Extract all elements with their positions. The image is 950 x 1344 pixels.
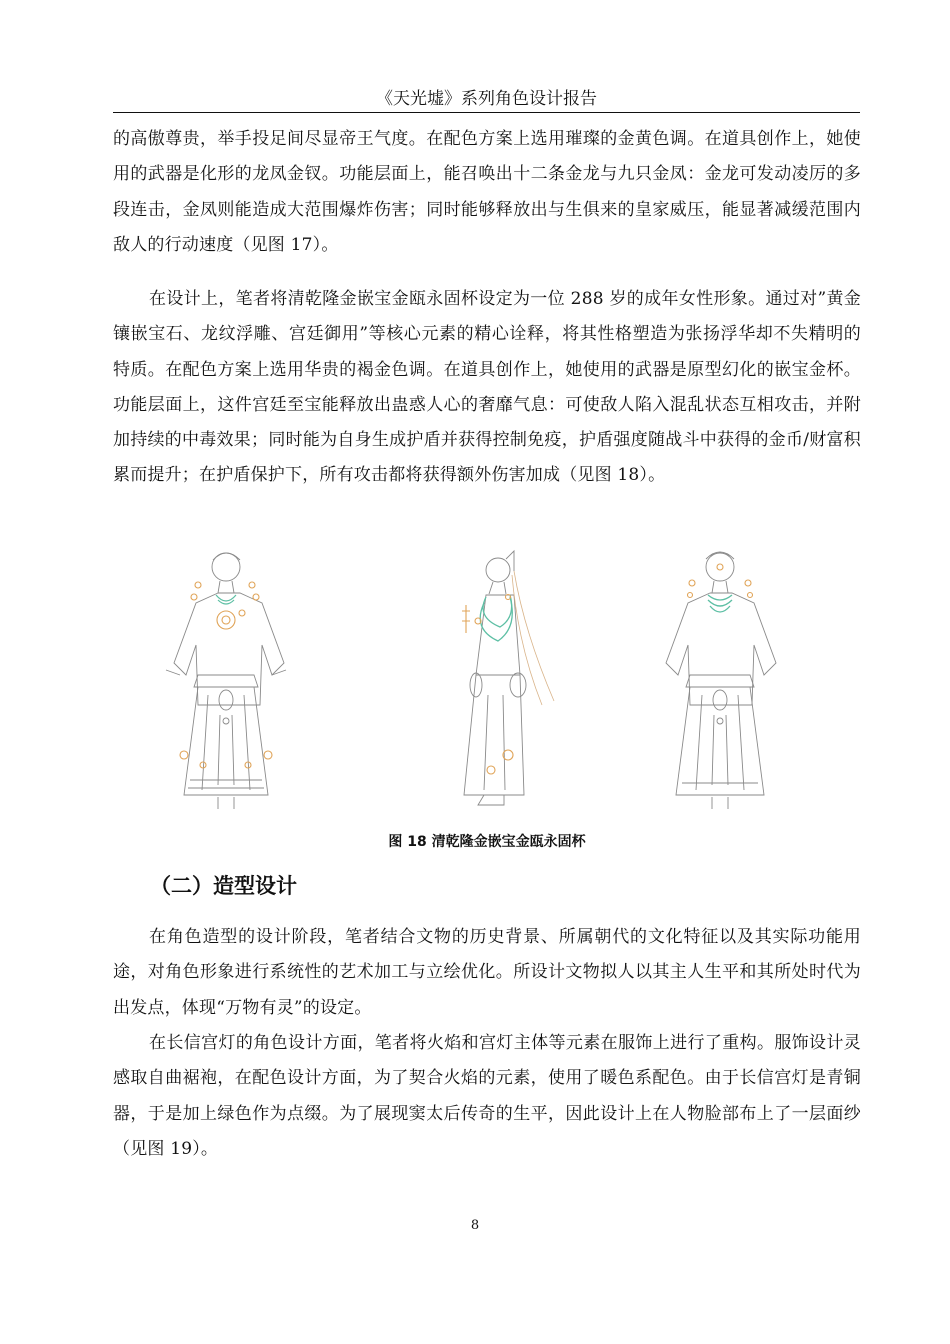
- paragraph-modeling-intro: 在角色造型的设计阶段，笔者结合文物的历史背景、所属朝代的文化特征以及其实际功能用途，对角色形象进行系统性的艺术加工与立绘优化。所设计文物拟人以其主人生平和其所处时代为出发点，体现“万物有灵”的设定。: [113, 927, 861, 1018]
- character-side-view: [428, 545, 588, 815]
- page-number: 8: [470, 1218, 480, 1233]
- paragraph-cup-design: 在设计上，笔者将清乾隆金嵌宝金瓯永固杯设定为一位 288 岁的成年女性形象。通过对”黄金镶嵌宝石、龙纹浮雕、宫廷御用”等核心元素的精心诠释，将其性格塑造为张扬浮华却不失精明的特质。在配色方案上选用华贵的褐金色调。在道具创作上，她使用的武器是原型幻化的嵌宝金杯。功能层面上，这件宫廷至宝能释放出蛊惑人心的奢靡气息：可使敌人陷入混乱状态互相攻击，并附加持续的中毒效果；同时能为自身生成护盾并获得控制免疫，护盾强度随战斗中获得的金币/财富积累而提升；在护盾保护下，所有攻击都将获得额外伤害加成（见图 18）。: [113, 289, 861, 486]
- paragraph-lamp-design: 在长信宫灯的角色设计方面，笔者将火焰和宫灯主体等元素在服饰上进行了重构。服饰设计灵感取自曲裾袍，在配色设计方面，为了契合火焰的元素，使用了暖色系配色。由于长信宫灯是青铜器，于是加上绿色作为点缀。为了展现窦太后传奇的生平，因此设计上在人物脸部布上了一层面纱（见图 19）。: [113, 1033, 861, 1159]
- section-heading: （二）造型设计: [150, 874, 297, 898]
- paragraph-continued: 的高傲尊贵，举手投足间尽显帝王气度。在配色方案上选用璀璨的金黄色调。在道具创作上，她使用的武器是化形的龙凤金钗。功能层面上，能召唤出十二条金龙与九只金凤：金龙可发动凌厉的多段连击，金凤则能造成大范围爆炸伤害；同时能够释放出与生俱来的皇家威压，能显著减缓范围内敌人的行动速度（见图 17）。: [113, 129, 861, 255]
- character-front-view: [158, 545, 358, 815]
- running-header: [113, 88, 860, 113]
- header-title: 《天光墟》系列角色设计报告: [376, 89, 597, 109]
- figure-18: [113, 545, 861, 815]
- character-back-view: [650, 545, 790, 815]
- figure-caption: 图 18 清乾隆金嵌宝金瓯永固杯: [388, 834, 586, 850]
